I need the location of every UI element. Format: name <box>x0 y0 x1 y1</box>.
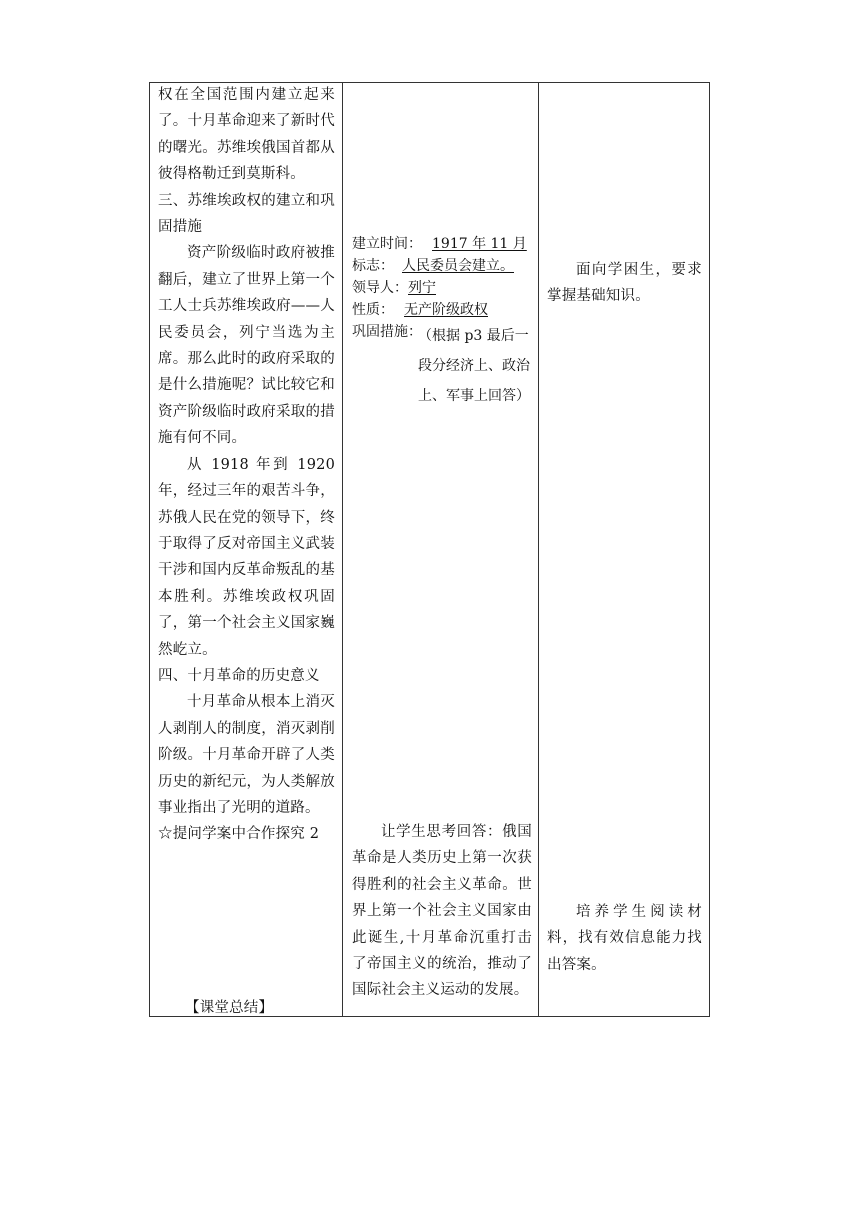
answer-text: 让学生思考回答：俄国革命是人类历史上第一次获得胜利的社会主义革命。世界上第一个社会主义国家由此诞生,十月革命沉重打击了帝国主义的统治，推动了国际社会主义运动的发展。 <box>352 824 532 999</box>
establish-time-row: 建立时间： 1917 年 11 月 <box>352 236 527 252</box>
establish-time-value: 1917 年 11 月 <box>432 236 527 252</box>
measure-row: 巩固措施： （根据 p3 最后一段分经济上、政治上、军事上回答） <box>352 321 534 343</box>
fill-in-block <box>352 233 534 404</box>
section-heading-4: 四、十月革命的历史意义 <box>158 667 320 684</box>
intent-note-reading: 培养学生阅读材料，找有效信息能力找出答案。 <box>547 904 702 973</box>
section-heading-3: 三、苏维埃政权的建立和巩固措施 <box>158 192 335 236</box>
leader-value: 列宁 <box>408 280 436 296</box>
intent-note-basics: 面向学困生，要求掌握基础知识。 <box>547 262 702 305</box>
activity-column <box>343 83 538 1016</box>
nature-row: 性质： 无产阶级政权 <box>352 299 534 321</box>
question-prompt: ☆提问学案中合作探究 2 <box>158 826 320 843</box>
lesson-table <box>149 82 710 1017</box>
paragraph-establishment: 资产阶级临时政府被推翻后，建立了世界上第一个工人士兵苏维埃政府——人民委员会，列宁当选为主席。那么此时的政府采取的是什么措施呢？试比较它和资产阶级临时政府采取的措施有何不同。 <box>158 245 335 447</box>
paragraph-intro: 权在全国范围内建立起来了。十月革命迎来了新时代的曙光。苏维埃俄国首都从彼得格勒迁到莫斯科。 <box>158 87 335 183</box>
leader-row: 领导人：列宁 <box>352 280 436 296</box>
nature-value: 无产阶级政权 <box>404 302 488 318</box>
measure-value: （根据 p3 最后一段分经济上、政治上、军事上回答） <box>418 328 530 404</box>
class-summary-heading: 【课堂总结】 <box>185 1000 274 1016</box>
content-column <box>150 83 343 1016</box>
sign-row: 标志： 人民委员会建立。 <box>352 258 514 274</box>
paragraph-significance: 十月革命从根本上消灭人剥削人的制度，消灭剥削阶级。十月革命开辟了人类历史的新纪元，为人类解放事业指出了光明的道路。 <box>158 694 335 816</box>
sign-value: 人民委员会建立。 <box>402 258 514 274</box>
intent-column <box>538 83 710 1016</box>
paragraph-consolidation: 从 1918 年到 1920 年，经过三年的艰苦斗争，苏俄人民在党的领导下，终于取得了反对帝国主义武装干涉和国内反革命叛乱的基本胜利。苏维埃政权巩固了，第一个社会主义国家巍然屹立。 <box>158 456 335 658</box>
